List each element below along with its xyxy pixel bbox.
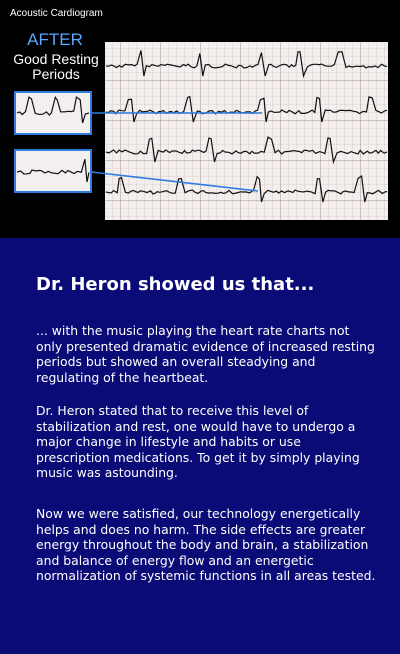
caption-subtitle: Good Resting Periods xyxy=(13,51,99,82)
cardiogram-image xyxy=(0,0,400,238)
paragraph-2: Dr. Heron stated that to receive this level of stabilization and rest, one would have to undergo a major change in lifestyle and habits or use prescription medications. To get it by simply playing music was astounding. xyxy=(36,403,360,481)
inset-box-2 xyxy=(15,150,91,192)
caption-after: AFTER xyxy=(27,30,83,49)
text-panel xyxy=(0,238,400,654)
heading: Dr. Heron showed us that... xyxy=(36,274,315,295)
paragraph-1: ... with the music playing the heart rate charts not only presented dramatic evidence of increased resting periods but showed an overall steadying and regulating of the heartbeat. xyxy=(36,323,375,385)
paragraph-3: Now we were satisfied, our technology energetically helps and does no harm. The side effects are greater energy throughout the body and brain, a stabilization and balance of energy flow and an energetic normalization of systemic functions in all areas tested. xyxy=(36,506,376,584)
inset-box-1 xyxy=(15,92,91,134)
caption-title: Acoustic Cardiogram xyxy=(10,8,103,19)
